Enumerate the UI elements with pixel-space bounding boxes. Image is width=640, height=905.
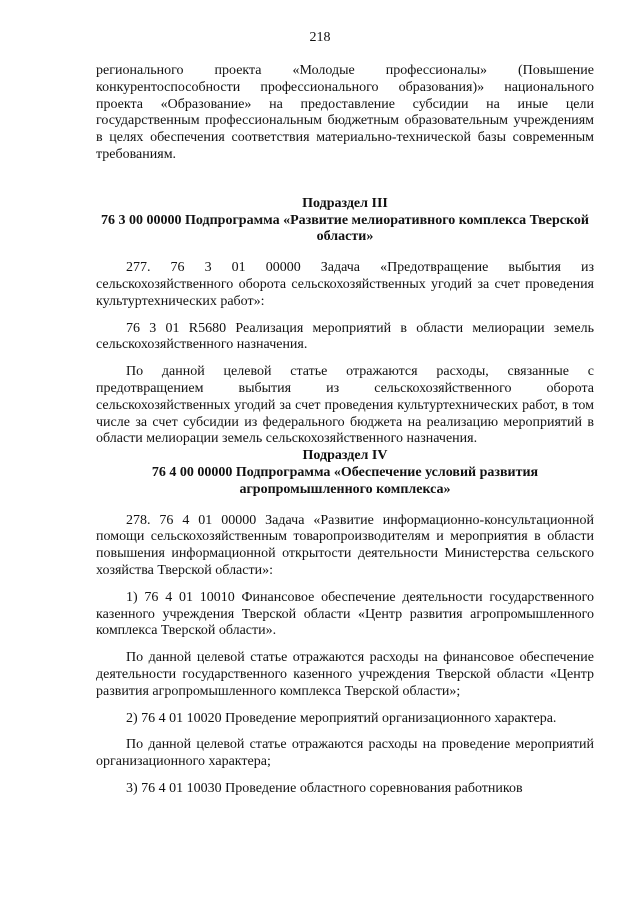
paragraph-10020-description: По данной целевой статье отражаются расходы на проведение мероприятий организационного характера; xyxy=(96,737,594,770)
subprogram-title-764: 76 4 00 00000 Подпрограмма «Обеспечение условий развития агропромышленного комплекса» xyxy=(151,464,539,497)
page-number: 218 xyxy=(309,30,331,45)
subsection-heading-iii: Подраздел III xyxy=(302,195,388,211)
paragraph-continuation: регионального проекта «Молодые профессионалы» (Повышение конкурентоспособности профессионального образования)» национального проекта «Образование» на предоставление субсидии на иные цели государственным профессиональным бюджетным образовательным учреждениям в целях обеспечения соответствия материально-технической базы современным требованиям. xyxy=(96,63,594,162)
paragraph-r5680: 76 3 01 R5680 Реализация мероприятий в области мелиорации земель сельскохозяйственного назначения. xyxy=(96,320,594,353)
paragraph-10010: 1) 76 4 01 10010 Финансовое обеспечение деятельности государственного казенного учреждения Тверской области «Центр развития агропромышленного комплекса Тверской области». xyxy=(96,589,594,639)
paragraph-277: 277. 76 3 01 00000 Задача «Предотвращение выбытия из сельскохозяйственного оборота сельскохозяйственных угодий за счет проведения культуртехнических работ»: xyxy=(96,260,594,309)
subprogram-title-763: 76 3 00 00000 Подпрограмма «Развитие мелиоративного комплекса Тверской области» xyxy=(101,212,589,245)
paragraph-10020: 2) 76 4 01 10020 Проведение мероприятий организационного характера. xyxy=(126,710,557,726)
subsection-heading-iv: Подраздел IV xyxy=(302,448,388,464)
document-body xyxy=(96,63,594,798)
paragraph-r5680-description: По данной целевой статье отражаются расходы, связанные с предотвращением выбытия из сельскохозяйственного оборота сельскохозяйственных угодий за счет проведения культуртехнических работ, в том числе за счет субсидии из федерального бюджета на реализацию мероприятий в области мелиорации земель сельскохозяйственного назначения. xyxy=(96,364,594,447)
paragraph-10010-description: По данной целевой статье отражаются расходы на финансовое обеспечение деятельности государственного казенного учреждения Тверской области «Центр развития агропромышленного комплекса Тверской области»; xyxy=(96,650,594,699)
paragraph-10030: 3) 76 4 01 10030 Проведение областного соревнования работников xyxy=(126,780,523,796)
paragraph-278: 278. 76 4 01 00000 Задача «Развитие информационно-консультационной помощи сельскохозяйственным товаропроизводителям и мероприятия в области повышения информационной открытости деятельности Министерства сельского хозяйства Тверской области»: xyxy=(96,512,594,578)
